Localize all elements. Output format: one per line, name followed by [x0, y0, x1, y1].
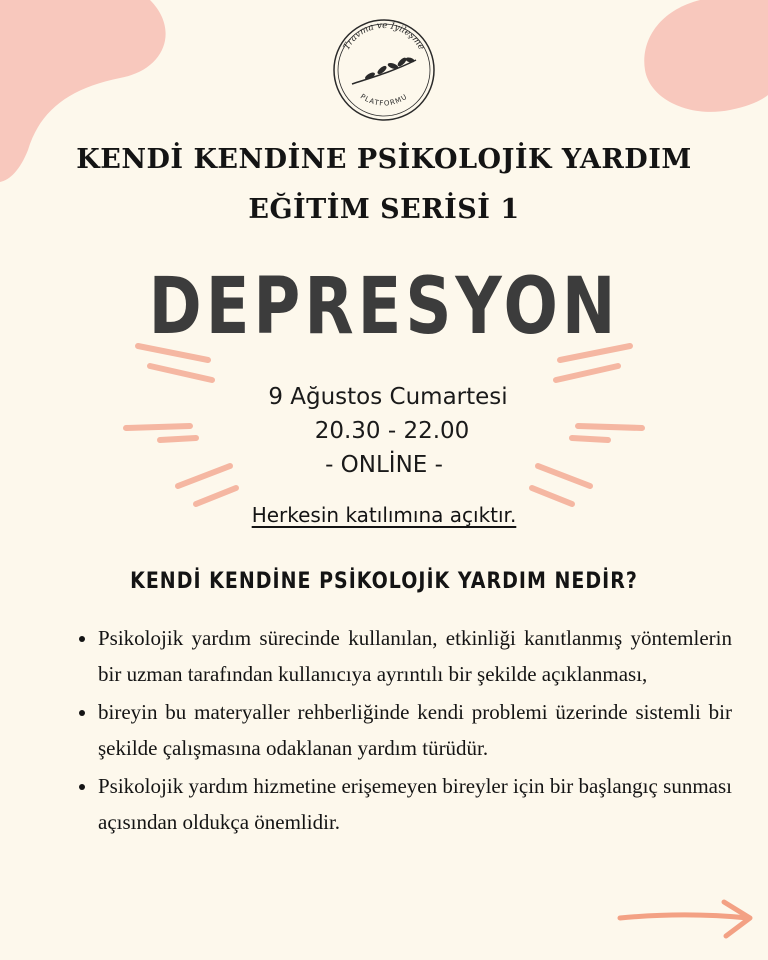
svg-text:PLATFORMU: [359, 93, 409, 108]
logo-top-text: Travma ve İyileşme: [341, 20, 427, 52]
topic-heading: DEPRESYON: [148, 262, 620, 353]
list-item: • bireyin bu materyaller rehberliğinde kendi problemi üzerinde sistemli bir şekilde çalışmasına odaklanan yardım türüdür.: [98, 694, 732, 766]
open-to-all-note: [0, 503, 768, 527]
title-line-1: KENDİ KENDİNE PSİKOLOJİK YARDIM: [76, 144, 692, 175]
event-date: 9 Ağustos Cumartesi: [268, 384, 508, 410]
title-line-2: EĞİTİM SERİSİ 1: [248, 194, 520, 225]
platform-logo: [330, 8, 438, 124]
olive-branch-icon: [352, 57, 416, 84]
section-question: KENDİ KENDİNE PSİKOLOJİK YARDIM NEDİR?: [130, 568, 638, 594]
description-list: [78, 620, 732, 842]
arrow-right-icon: [612, 896, 758, 942]
list-item: • Psikolojik yardım hizmetine erişemeyen bireyler için bir başlangıç sunması açısından oldukça önemlidir.: [98, 768, 732, 840]
list-item: • Psikolojik yardım sürecinde kullanılan, etkinliği kanıtlanmış yöntemlerin bir uzman tarafından kullanıcıya ayrıntılı bir şekilde açıklanması,: [98, 620, 732, 692]
logo-bottom-text: PLATFORMU: [358, 92, 410, 108]
svg-text:Travma ve İyileşme: [342, 19, 426, 51]
event-time: 20.30 - 22.00: [314, 418, 470, 444]
event-mode: - ONLİNE -: [325, 452, 443, 478]
pink-blob-top-right: [644, 0, 768, 112]
open-to-all-text: Herkesin katılımına açıktır.: [251, 503, 517, 527]
